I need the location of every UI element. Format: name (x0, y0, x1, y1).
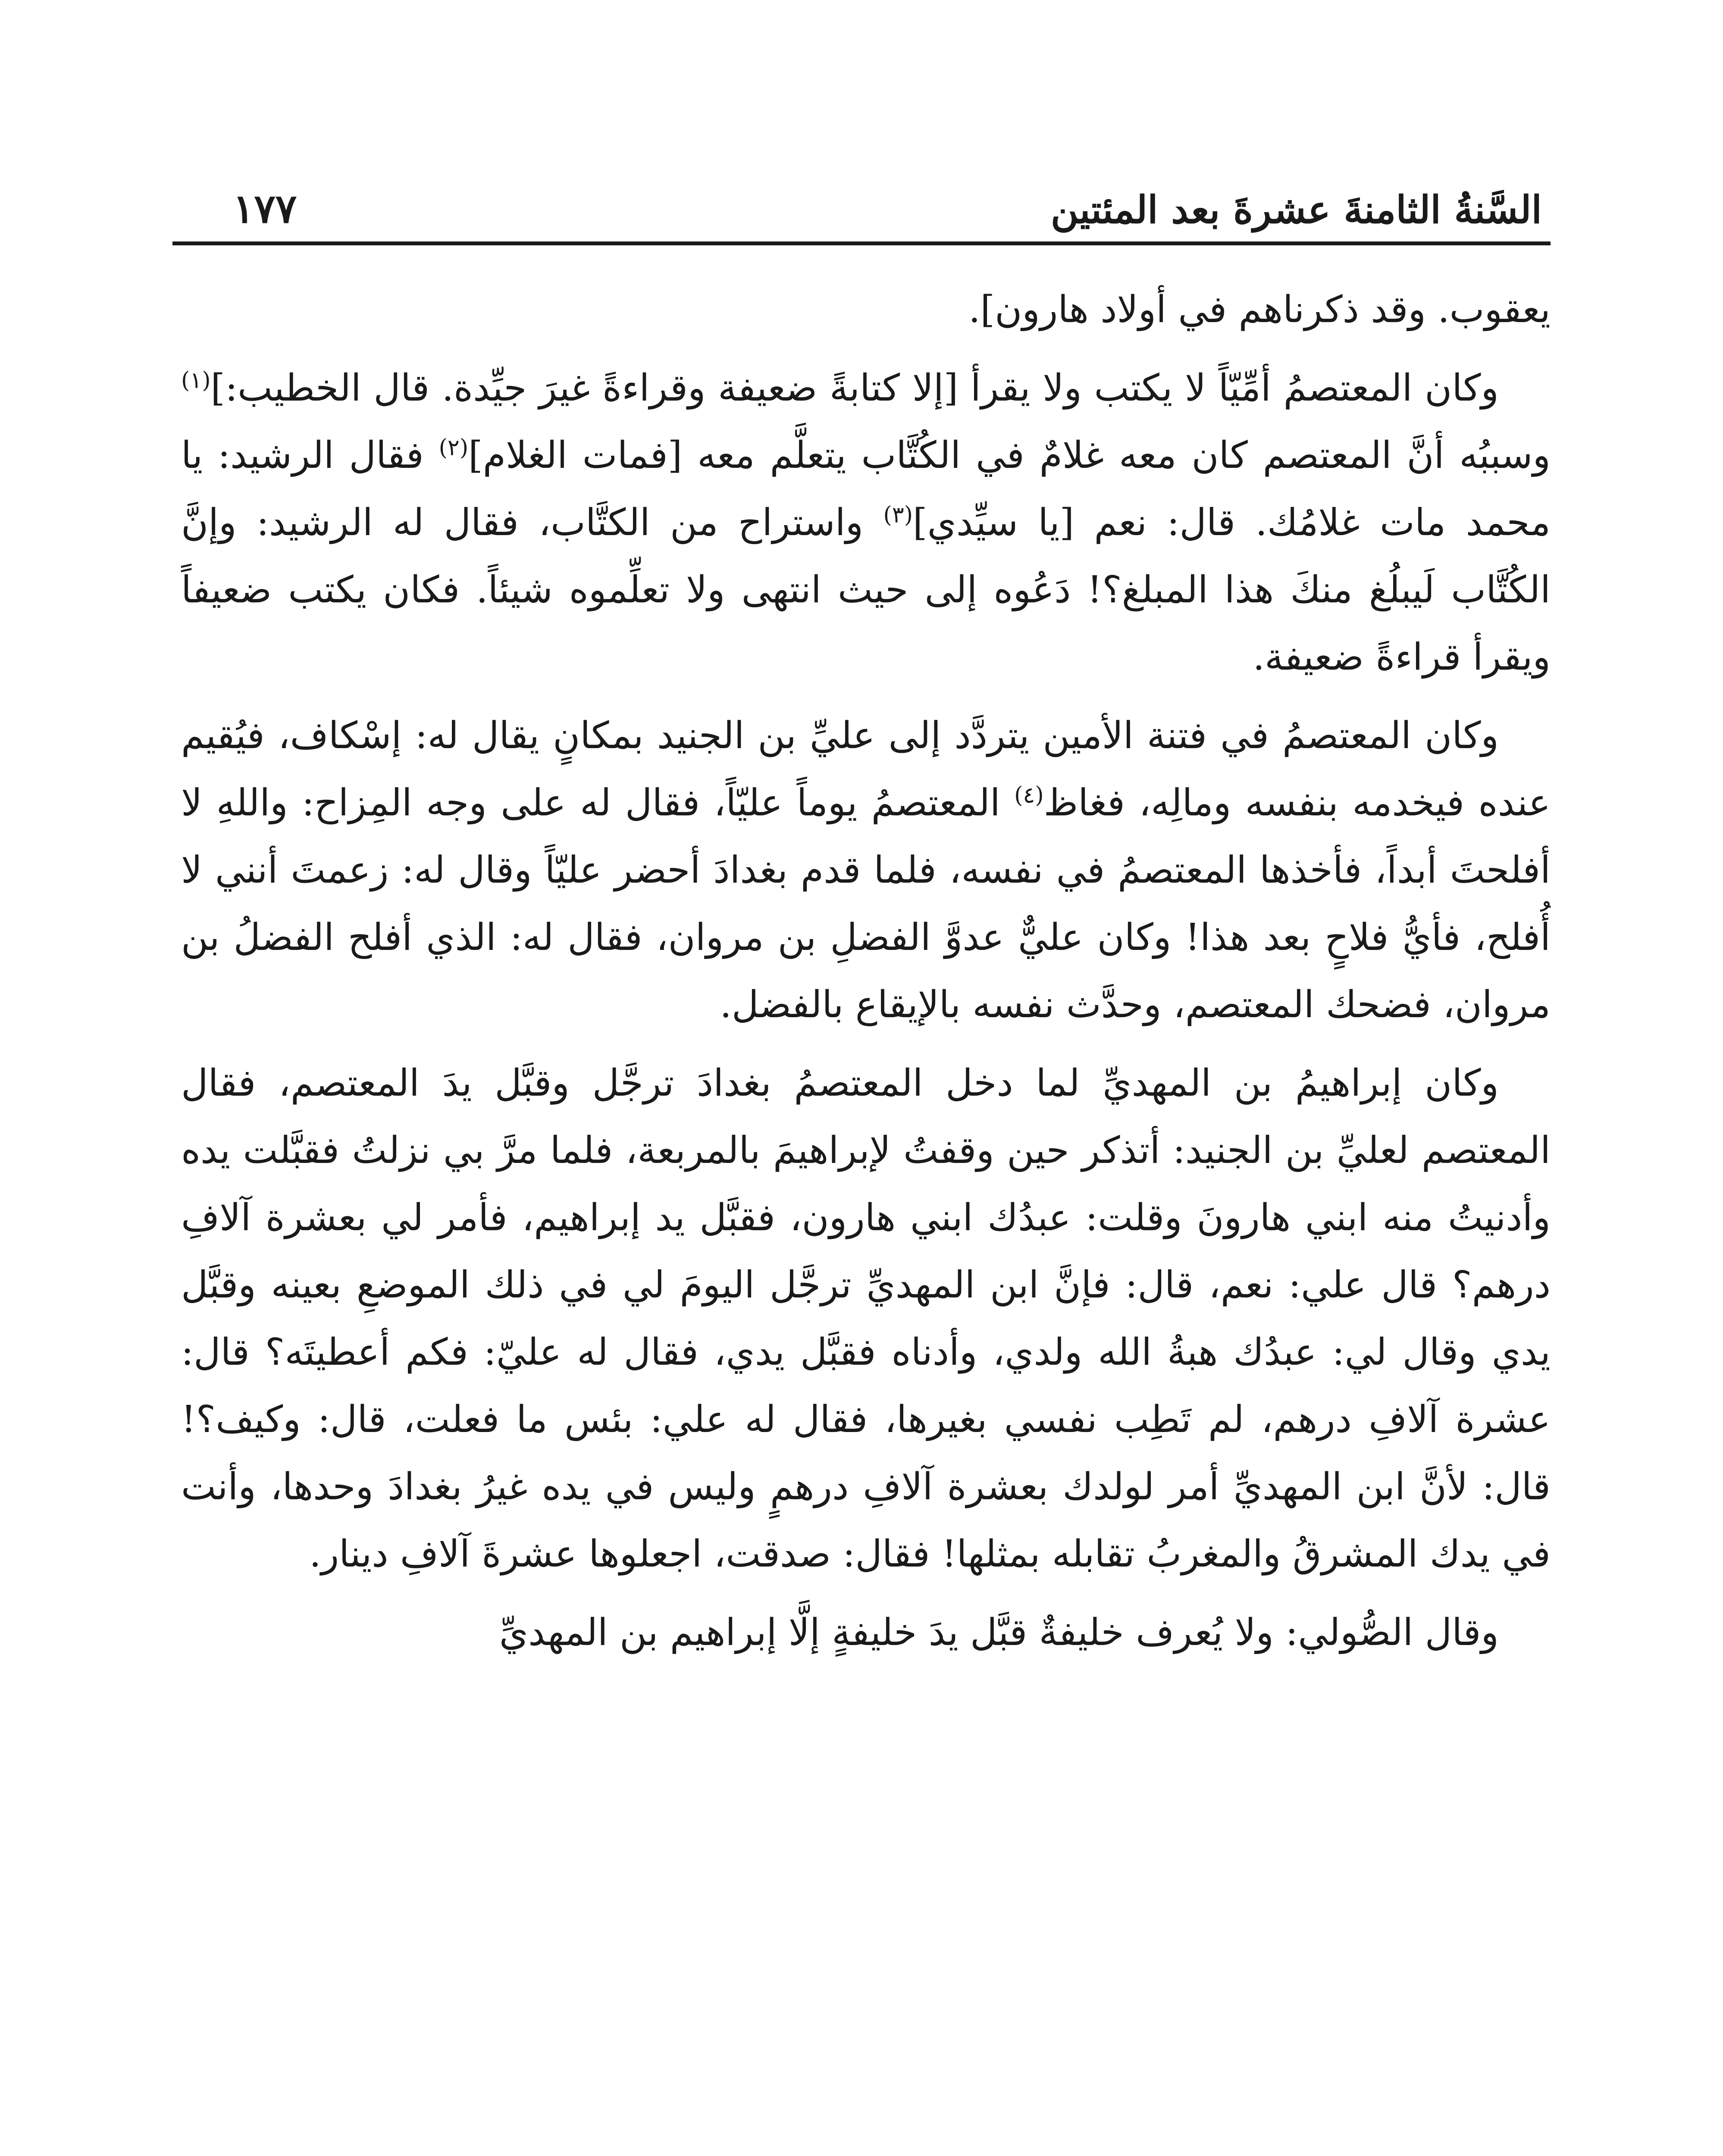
paragraph-2-part-b: وسببُه أنَّ المعتصم كان معه غلامٌ في الكُتَّاب يتعلَّم معه [فمات الغلام] (468, 434, 1551, 477)
paragraph-3 (181, 702, 1551, 1038)
footnote-ref-3: (٣) (883, 502, 913, 528)
page-header (181, 155, 1542, 232)
page-number: ١٧٧ (233, 185, 297, 232)
main-text (181, 276, 1551, 1677)
header-rule (172, 241, 1551, 245)
paragraph-2-part-d: واستراح من الكتَّاب، فقال له الرشيد: وإنَّ الكُتَّاب لَيبلُغ منكَ هذا المبلغ؟! دَعُوه إلى حيث انتهى ولا تعلِّموه شيئاً. فكان يكتب ضعيفاً ويقرأ قراءةً ضعيفة. (181, 501, 1551, 679)
paragraph-1: يعقوب. وقد ذكرناهم في أولاد هارون]. (968, 288, 1551, 331)
paragraph-5: وقال الصُّولي: ولا يُعرف خليفةٌ قبَّل يدَ خليفةٍ إلَّا إبراهيم بن المهديِّ (499, 1611, 1499, 1654)
paragraph-3-part-b: المعتصمُ يوماً عليّاً، فقال له على وجه المِزاح: واللهِ لا أفلحتَ أبداً، فأخذها المعتصمُ في نفسه، فلما قدم بغدادَ أحضر عليّاً وقال له: زعمتَ أنني لا أُفلح، فأيُّ فلاحٍ بعد هذا! وكان عليٌّ عدوَّ الفضلِ بن مروان، فقال له: الذي أفلح الفضلُ بن مروان، فضحك المعتصم، وحدَّث نفسه بالإيقاع بالفضل. (181, 781, 1551, 1026)
running-title: السَّنةُ الثامنةَ عشرةَ بعد المئتين (1050, 187, 1542, 232)
paragraph-4: وكان إبراهيمُ بن المهديِّ لما دخل المعتصمُ بغدادَ ترجَّل وقبَّل يدَ المعتصم، فقال المعتصم لعليِّ بن الجنيد: أتذكر حين وقفتُ لإبراهيمَ بالمربعة، فلما مرَّ بي نزلتُ فقبَّلت يده وأدنيتُ منه ابني هارونَ وقلت: عبدُك ابني هارون، فقبَّل يد إبراهيم، فأمر لي بعشرة آلافِ درهم؟ قال علي: نعم، قال: فإنَّ ابن المهديِّ ترجَّل اليومَ لي في ذلك الموضعِ بعينه وقبَّل يدي وقال لي: عبدُك هبةُ الله ولدي، وأدناه فقبَّل يدي، فقال له عليّ: فكم أعطيتَه؟ قال: عشرة آلافِ درهم، لم تَطِب نفسي بغيرها، فقال له علي: بئس ما فعلت، قال: وكيف؟! قال: لأنَّ ابن المهديِّ أمر لولدك بعشرة آلافِ درهمٍ وليس في يده غيرُ بغدادَ وحدها، وأنت في يدك المشرقُ والمغربُ تقابله بمثلها! فقال: صدقت، اجعلوها عشرةَ آلافِ دينار. (181, 1062, 1551, 1576)
paragraph-2-part-c: فقال الرشيد: يا محمد مات غلامُك. قال: نعم [يا سيِّدي] (181, 434, 1551, 544)
footnote-ref-2: (٢) (439, 435, 469, 461)
paragraph-3-part-a: وكان المعتصمُ في فتنة الأمين يتردَّد إلى عليِّ بن الجنيد بمكانٍ يقال له: إسْكاف، فيُقيم عنده فيخدمه بنفسه ومالِه، فغاظ (181, 714, 1551, 824)
paragraph-2-part-a: وكان المعتصمُ أمِّيّاً لا يكتب ولا يقرأ [إلا كتابةً ضعيفة وقراءةً غيرَ جيِّدة. قال الخطيب:] (210, 367, 1499, 410)
paragraph-2 (181, 354, 1551, 691)
footnote-ref-1: (١) (181, 367, 211, 394)
footnote-ref-4: (٤) (1014, 782, 1044, 808)
